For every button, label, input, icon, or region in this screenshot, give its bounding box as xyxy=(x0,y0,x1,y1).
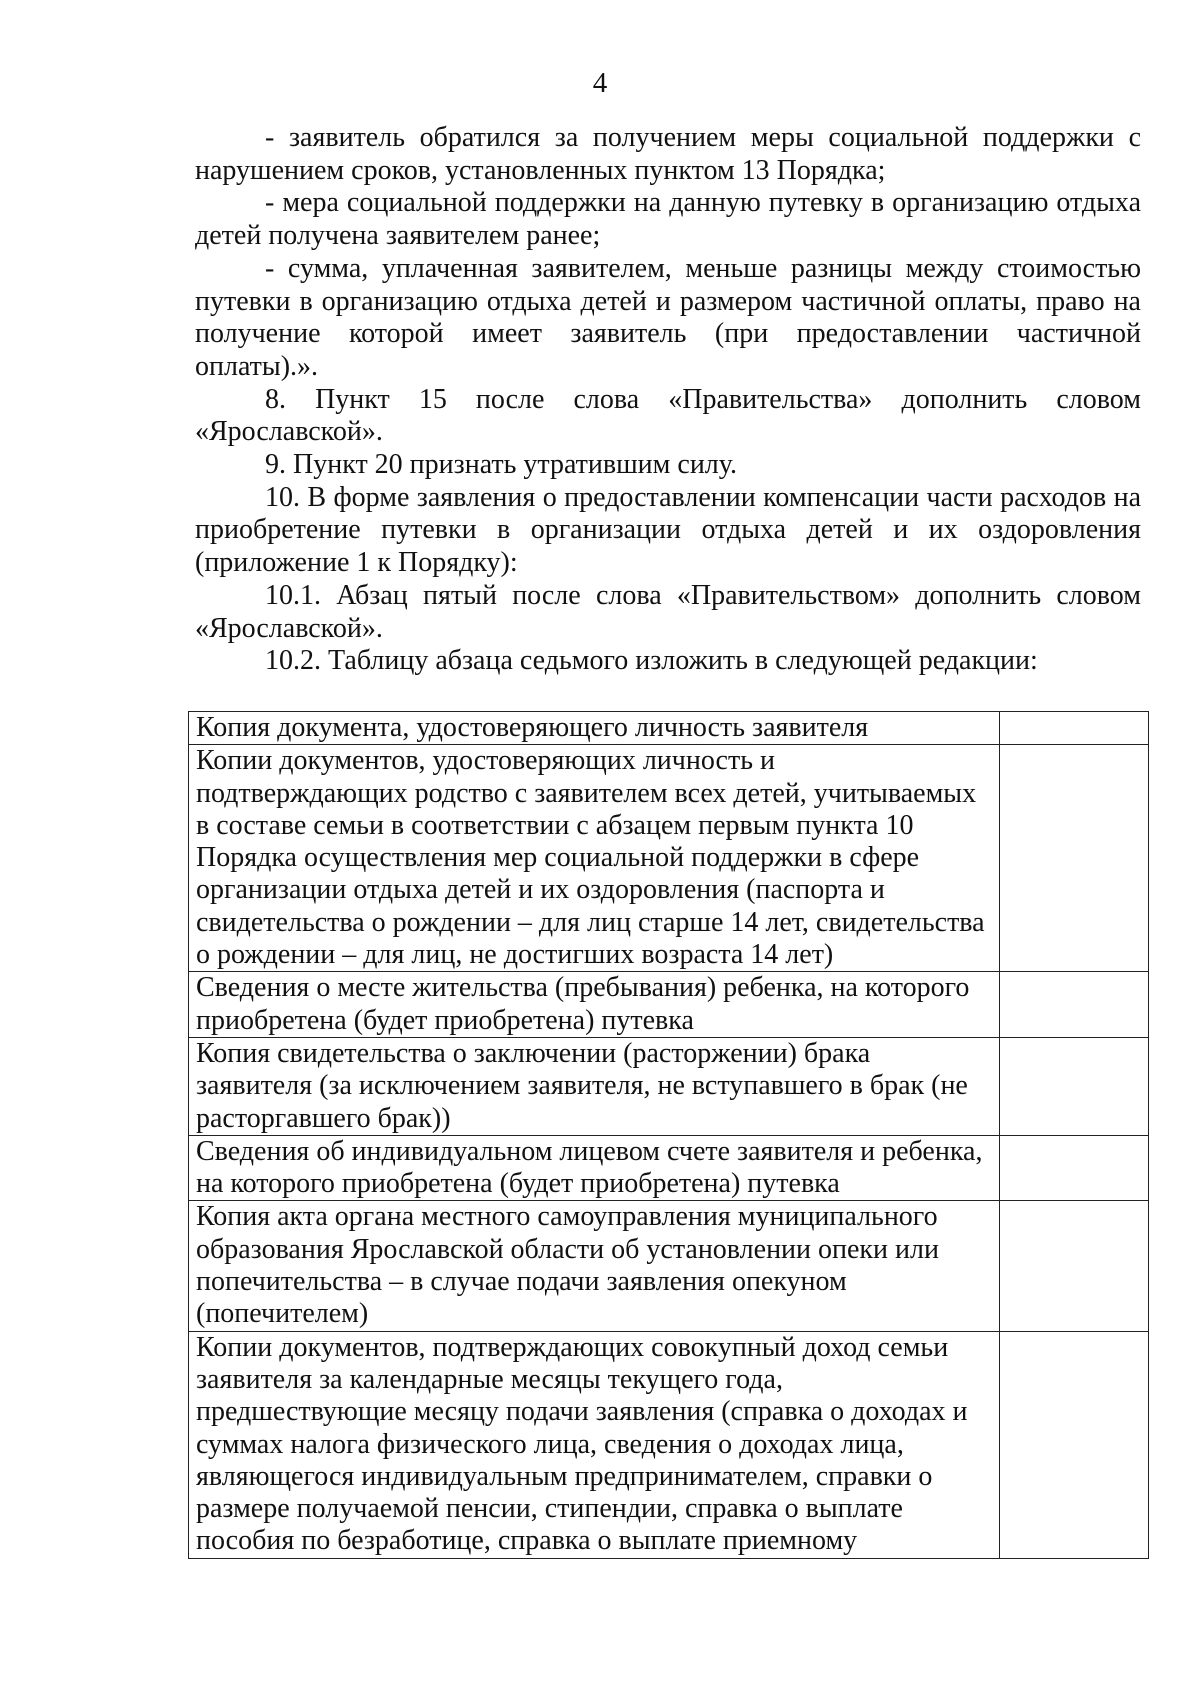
page-number: 4 xyxy=(592,67,608,99)
table-cell-description: Копия акта органа местного самоуправления муниципального образования Ярославской области об установлении опеки или попечительства – в случае подачи заявления опекуном (попечителем) xyxy=(189,1201,1000,1331)
table-cell-description: Сведения об индивидуальном лицевом счете заявителя и ребенка, на которого приобретена (будет приобретена) путевка xyxy=(189,1135,1000,1201)
table-cell-mark xyxy=(1000,1201,1149,1331)
table-row xyxy=(189,1135,1149,1201)
table-cell-mark xyxy=(1000,1135,1149,1201)
paragraph: 9. Пункт 20 признать утратившим силу. xyxy=(265,449,737,481)
table-cell-mark xyxy=(1000,1331,1149,1558)
table-cell-description: Копии документов, подтверждающих совокупный доход семьи заявителя за календарные месяцы текущего года, предшествующие месяцу подачи заявления (справка о доходах и суммах налога физического лица, сведения о доходах лица, являющегося индивидуальным предпринимателем, справки о размере получаемой пенсии, стипендии, справка о выплате пособия по безработице, справка о выплате приемному xyxy=(189,1331,1000,1558)
paragraph: - заявитель обратился за получением меры социальной поддержки с нарушением сроков, установленных пунктом 13 Порядка; xyxy=(195,122,1141,186)
table-cell-description: Копия документа, удостоверяющего личность заявителя xyxy=(189,712,1000,745)
documents-table xyxy=(188,711,1149,1559)
table-cell-description: Копии документов, удостоверяющих личность и подтверждающих родство с заявителем всех детей, учитываемых в составе семьи в соответствии с абзацем первым пункта 10 Порядка осуществления мер социальной поддержки в сфере организации отдыха детей и их оздоровления (паспорта и свидетельства о рождении – для лиц старше 14 лет, свидетельства о рождении – для лиц, не достигших возраста 14 лет) xyxy=(189,745,1000,972)
body-text xyxy=(195,122,1141,678)
table-cell-mark xyxy=(1000,972,1149,1038)
table-cell-description: Копия свидетельства о заключении (расторжении) брака заявителя (за исключением заявителя, не вступавшего в брак (не расторгавшего брак)) xyxy=(189,1037,1000,1135)
table-row xyxy=(189,1331,1149,1558)
paragraph: - сумма, уплаченная заявителем, меньше разницы между стоимостью путевки в организацию отдыха детей и размером частичной оплаты, право на получение которой имеет заявитель (при предоставлении частичной оплаты).». xyxy=(195,252,1141,382)
paragraph: 10.1. Абзац пятый после слова «Правительством» дополнить словом «Ярославской». xyxy=(195,579,1141,644)
table-cell-mark xyxy=(1000,1037,1149,1135)
paragraph: 8. Пункт 15 после слова «Правительства» дополнить словом «Ярославской». xyxy=(195,383,1141,448)
paragraph: 10.2. Таблицу абзаца седьмого изложить в следующей редакции: xyxy=(265,645,1038,677)
table-row xyxy=(189,1201,1149,1331)
table-row xyxy=(189,1037,1149,1135)
table-row xyxy=(189,745,1149,972)
table-cell-description: Сведения о месте жительства (пребывания) ребенка, на которого приобретена (будет приобретена) путевка xyxy=(189,972,1000,1038)
table-row xyxy=(189,972,1149,1038)
paragraph: - мера социальной поддержки на данную путевку в организацию отдыха детей получена заявителем ранее; xyxy=(195,187,1141,252)
table-row xyxy=(189,712,1149,745)
paragraph: 10. В форме заявления о предоставлении компенсации части расходов на приобретение путевки в организации отдыха детей и их оздоровления (приложение 1 к Порядку): xyxy=(195,481,1141,579)
table-cell-mark xyxy=(1000,712,1149,745)
table-cell-mark xyxy=(1000,745,1149,972)
